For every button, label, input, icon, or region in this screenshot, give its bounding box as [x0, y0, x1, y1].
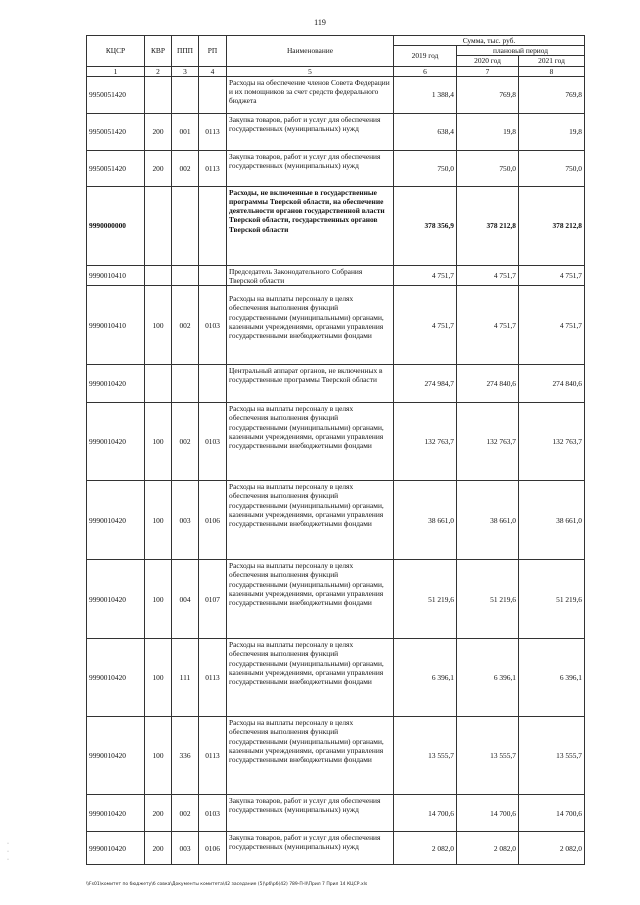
cell-kcsr: 9990010420 — [87, 717, 145, 795]
cell-ppp: 002 — [172, 286, 199, 365]
cell-kvr: 200 — [145, 150, 172, 186]
cell-2019: 638,4 — [394, 113, 457, 150]
table-row — [87, 113, 585, 150]
cell-kvr: 200 — [145, 832, 172, 865]
header-2020: 2020 год — [457, 56, 519, 66]
col-num-8: 8 — [519, 66, 585, 76]
cell-2019: 1 388,4 — [394, 76, 457, 113]
cell-name: Расходы на выплаты персоналу в целях обеспечения выполнения функций государственными (муниципальными) органами, казенными учреждениями, органами управления государственными внебюджетными фондами — [227, 639, 394, 717]
cell-2020: 14 700,6 — [457, 795, 519, 832]
cell-rp: 0106 — [199, 481, 227, 560]
cell-2020: 19,8 — [457, 113, 519, 150]
cell-rp — [199, 76, 227, 113]
col-num-4: 4 — [199, 66, 227, 76]
page-number: 119 — [314, 18, 326, 27]
cell-2019: 14 700,6 — [394, 795, 457, 832]
col-num-5: 5 — [227, 66, 394, 76]
cell-2019: 750,0 — [394, 150, 457, 186]
cell-name: Закупка товаров, работ и услуг для обеспечения государственных (муниципальных) нужд — [227, 113, 394, 150]
cell-name: Закупка товаров, работ и услуг для обеспечения государственных (муниципальных) нужд — [227, 795, 394, 832]
header-2019: 2019 год — [394, 46, 457, 66]
cell-2021: 6 396,1 — [519, 639, 585, 717]
cell-name: Председатель Законодательного Собрания Тверской области — [227, 265, 394, 285]
col-num-7: 7 — [457, 66, 519, 76]
cell-ppp: 003 — [172, 481, 199, 560]
cell-2019: 274 984,7 — [394, 365, 457, 403]
cell-kcsr: 9990010420 — [87, 365, 145, 403]
cell-rp — [199, 265, 227, 285]
header-kvr: КВР — [145, 36, 172, 67]
cell-2019: 4 751,7 — [394, 286, 457, 365]
cell-2019: 2 082,0 — [394, 832, 457, 865]
cell-2021: 38 661,0 — [519, 481, 585, 560]
table-row — [87, 150, 585, 186]
table-row — [87, 832, 585, 865]
cell-rp: 0113 — [199, 113, 227, 150]
table-row — [87, 365, 585, 403]
cell-name: Расходы на выплаты персоналу в целях обеспечения выполнения функций государственными (муниципальными) органами, казенными учреждениями, органами управления государственными внебюджетными фондами — [227, 481, 394, 560]
table-row — [87, 286, 585, 365]
cell-2019: 132 763,7 — [394, 403, 457, 481]
cell-2020: 378 212,8 — [457, 186, 519, 265]
cell-ppp: 002 — [172, 403, 199, 481]
cell-2019: 6 396,1 — [394, 639, 457, 717]
col-num-6: 6 — [394, 66, 457, 76]
cell-rp: 0106 — [199, 832, 227, 865]
header-kcsr: КЦСР — [87, 36, 145, 67]
cell-rp — [199, 365, 227, 403]
cell-rp: 0113 — [199, 717, 227, 795]
cell-ppp: 001 — [172, 113, 199, 150]
cell-name: Расходы, не включенные в государственные программы Тверской области, на обеспечение деятельности органов государственной власти Тверской области, государственных органов Тверской области — [227, 186, 394, 265]
cell-kcsr: 9990010410 — [87, 286, 145, 365]
cell-ppp: 336 — [172, 717, 199, 795]
cell-2019: 13 555,7 — [394, 717, 457, 795]
cell-ppp — [172, 265, 199, 285]
table-row — [87, 795, 585, 832]
cell-kvr — [145, 365, 172, 403]
cell-2020: 38 661,0 — [457, 481, 519, 560]
cell-2020: 51 219,6 — [457, 560, 519, 639]
cell-name: Расходы на выплаты персоналу в целях обеспечения выполнения функций государственными (муниципальными) органами, казенными учреждениями, органами управления государственными внебюджетными фондами — [227, 717, 394, 795]
header-sum: Сумма, тыс. руб. — [394, 36, 585, 46]
cell-rp: 0103 — [199, 286, 227, 365]
col-num-1: 1 — [87, 66, 145, 76]
cell-2020: 769,8 — [457, 76, 519, 113]
cell-rp — [199, 186, 227, 265]
cell-name: Закупка товаров, работ и услуг для обеспечения государственных (муниципальных) нужд — [227, 150, 394, 186]
cell-ppp — [172, 365, 199, 403]
cell-ppp — [172, 76, 199, 113]
cell-kcsr: 9990010410 — [87, 265, 145, 285]
cell-2021: 769,8 — [519, 76, 585, 113]
cell-kcsr: 9950051420 — [87, 76, 145, 113]
table-row — [87, 186, 585, 265]
cell-rp: 0107 — [199, 560, 227, 639]
cell-2020: 750,0 — [457, 150, 519, 186]
cell-kvr — [145, 76, 172, 113]
cell-name: Расходы на обеспечение членов Совета Федерации и их помощников за счет средств федерального бюджета — [227, 76, 394, 113]
cell-kvr — [145, 265, 172, 285]
cell-2021: 13 555,7 — [519, 717, 585, 795]
cell-ppp: 111 — [172, 639, 199, 717]
cell-rp: 0113 — [199, 639, 227, 717]
cell-name: Расходы на выплаты персоналу в целях обеспечения выполнения функций государственными (муниципальными) органами, казенными учреждениями, органами управления государственными внебюджетными фондами — [227, 560, 394, 639]
cell-kvr: 100 — [145, 403, 172, 481]
cell-2021: 51 219,6 — [519, 560, 585, 639]
cell-2020: 4 751,7 — [457, 265, 519, 285]
cell-kvr: 100 — [145, 717, 172, 795]
cell-kvr: 100 — [145, 639, 172, 717]
header-rp: РП — [199, 36, 227, 67]
cell-name: Закупка товаров, работ и услуг для обеспечения государственных (муниципальных) нужд — [227, 832, 394, 865]
cell-2021: 4 751,7 — [519, 265, 585, 285]
cell-kcsr: 9990010420 — [87, 795, 145, 832]
cell-2019: 378 356,9 — [394, 186, 457, 265]
cell-ppp: 003 — [172, 832, 199, 865]
cell-rp: 0103 — [199, 403, 227, 481]
cell-2021: 14 700,6 — [519, 795, 585, 832]
cell-name: Расходы на выплаты персоналу в целях обеспечения выполнения функций государственными (муниципальными) органами, казенными учреждениями, органами управления государственными внебюджетными фондами — [227, 403, 394, 481]
cell-2020: 4 751,7 — [457, 286, 519, 365]
table-row — [87, 481, 585, 560]
cell-rp: 0113 — [199, 150, 227, 186]
cell-kvr: 200 — [145, 795, 172, 832]
cell-kcsr: 9990010420 — [87, 639, 145, 717]
cell-kcsr: 9950051420 — [87, 150, 145, 186]
cell-2019: 4 751,7 — [394, 265, 457, 285]
cell-kcsr: 9990010420 — [87, 403, 145, 481]
cell-name: Центральный аппарат органов, не включенных в государственные программы Тверской области — [227, 365, 394, 403]
cell-2019: 51 219,6 — [394, 560, 457, 639]
cell-ppp — [172, 186, 199, 265]
cell-2020: 132 763,7 — [457, 403, 519, 481]
header-ppp: ППП — [172, 36, 199, 67]
cell-2021: 132 763,7 — [519, 403, 585, 481]
cell-2021: 378 212,8 — [519, 186, 585, 265]
table-row — [87, 403, 585, 481]
cell-2020: 13 555,7 — [457, 717, 519, 795]
budget-table — [86, 35, 585, 865]
table-row — [87, 76, 585, 113]
cell-ppp: 004 — [172, 560, 199, 639]
cell-ppp: 002 — [172, 795, 199, 832]
cell-kvr: 100 — [145, 560, 172, 639]
cell-kvr: 100 — [145, 286, 172, 365]
cell-kcsr: 9950051420 — [87, 113, 145, 150]
cell-2019: 38 661,0 — [394, 481, 457, 560]
col-num-3: 3 — [172, 66, 199, 76]
cell-2021: 19,8 — [519, 113, 585, 150]
cell-kvr: 200 — [145, 113, 172, 150]
table-row — [87, 265, 585, 285]
cell-ppp: 002 — [172, 150, 199, 186]
cell-kvr — [145, 186, 172, 265]
cell-kcsr: 9990010420 — [87, 481, 145, 560]
cell-name: Расходы на выплаты персоналу в целях обеспечения выполнения функций государственными (муниципальными) органами, казенными учреждениями, органами управления государственными внебюджетными фондами — [227, 286, 394, 365]
cell-2020: 6 396,1 — [457, 639, 519, 717]
col-num-2: 2 — [145, 66, 172, 76]
cell-rp: 0103 — [199, 795, 227, 832]
cell-2020: 2 082,0 — [457, 832, 519, 865]
header-plan-period: плановый период — [457, 46, 585, 56]
cell-kcsr: 9990010420 — [87, 832, 145, 865]
header-2021: 2021 год — [519, 56, 585, 66]
cell-2021: 274 840,6 — [519, 365, 585, 403]
table-row — [87, 717, 585, 795]
cell-kvr: 100 — [145, 481, 172, 560]
table-row — [87, 639, 585, 717]
header-name: Наименование — [227, 36, 394, 67]
cell-2021: 750,0 — [519, 150, 585, 186]
table-row — [87, 560, 585, 639]
cell-kcsr: 9990000000 — [87, 186, 145, 265]
cell-kcsr: 9990010420 — [87, 560, 145, 639]
cell-2020: 274 840,6 — [457, 365, 519, 403]
cell-2021: 4 751,7 — [519, 286, 585, 365]
file-path-footer: \\Fs01\комитет по бюджету\б совка\Документы комитета\42 заседание (5)\рб\рб(42) 789-П-II\Прил 7 Прил 14 КЦСР.xls — [86, 882, 368, 887]
cell-2021: 2 082,0 — [519, 832, 585, 865]
margin-mark: · · · — [7, 841, 9, 863]
